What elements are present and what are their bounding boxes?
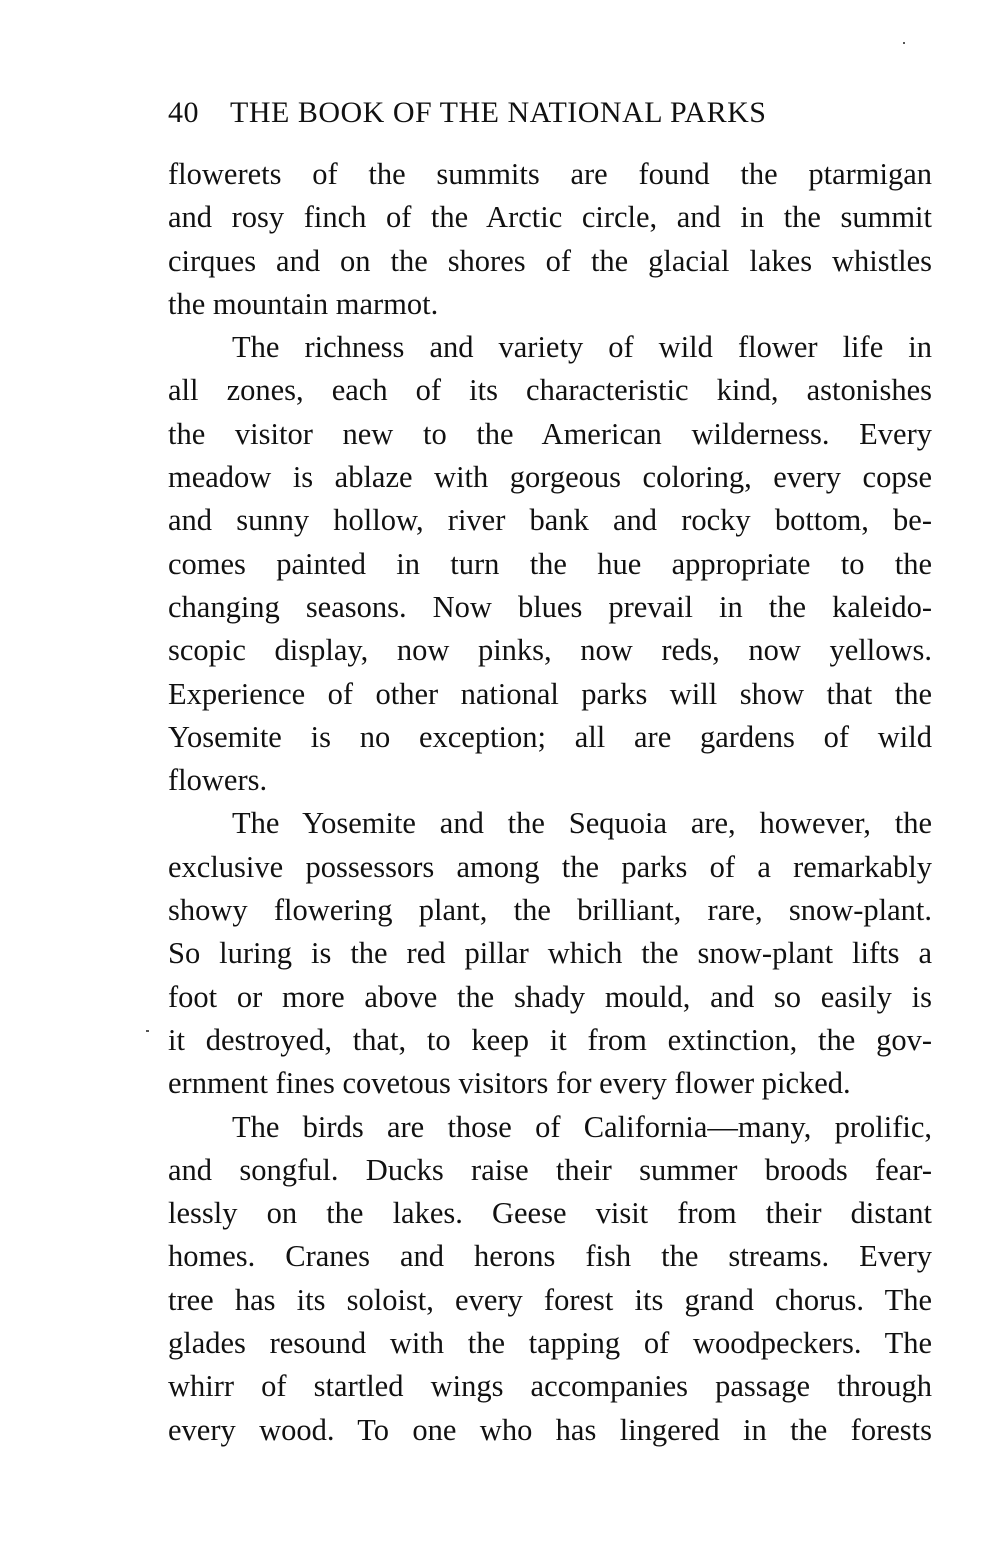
text-line: The birds are those of California—many, prolific, [232, 1109, 932, 1144]
body-text [168, 153, 932, 1452]
text-line: exclusive possessors among the parks of a remarkably [168, 849, 932, 884]
text-line: cirques and on the shores of the glacial lakes whistles [168, 243, 932, 278]
text-line: homes. Cranes and herons fish the streams. Every [168, 1239, 932, 1274]
text-line: Yosemite is no exception; all are gardens of wild [168, 719, 932, 754]
text-line: the visitor new to the American wilderness. Every [168, 416, 932, 451]
text-line: glades resound with the tapping of woodpeckers. The [168, 1326, 932, 1361]
scan-speck [146, 1030, 149, 1032]
paragraph [168, 1106, 932, 1452]
text-line: The richness and variety of wild flower life in [232, 330, 932, 365]
running-header [168, 96, 888, 136]
text-line: lessly on the lakes. Geese visit from their distant [168, 1196, 932, 1231]
text-line: Experience of other national parks will show that the [168, 676, 932, 711]
text-line: So luring is the red pillar which the snow-plant lifts a [168, 936, 932, 971]
text-line: every wood. To one who has lingered in the forests [168, 1412, 932, 1447]
text-line: and rosy finch of the Arctic circle, and in the summit [168, 200, 932, 235]
text-line: scopic display, now pinks, now reds, now yellows. [168, 633, 932, 668]
text-line: showy flowering plant, the brilliant, rare, snow-plant. [168, 893, 932, 928]
text-line: and songful. Ducks raise their summer broods fear- [168, 1152, 932, 1187]
paragraph [168, 153, 932, 326]
running-title: THE BOOK OF THE NATIONAL PARKS [230, 96, 767, 129]
text-line: tree has its soloist, every forest its grand chorus. The [168, 1282, 932, 1317]
text-line: foot or more above the shady mould, and so easily is [168, 979, 932, 1014]
text-line: comes painted in turn the hue appropriate to the [168, 546, 932, 581]
paragraph [168, 802, 932, 1105]
text-line: The Yosemite and the Sequoia are, however, the [232, 806, 932, 841]
page-number: 40 [168, 96, 199, 129]
text-line: flowerets of the summits are found the ptarmigan [168, 157, 932, 191]
text-line: flowers. [168, 763, 268, 798]
text-line: changing seasons. Now blues prevail in the kaleido- [168, 589, 932, 624]
text-line: all zones, each of its characteristic kind, astonishes [168, 373, 932, 408]
text-line: meadow is ablaze with gorgeous coloring, every copse [168, 460, 932, 495]
scan-speck [903, 42, 905, 44]
text-line: whirr of startled wings accompanies passage through [168, 1369, 932, 1404]
paragraph [168, 326, 932, 802]
text-line: and sunny hollow, river bank and rocky bottom, be- [168, 503, 932, 538]
text-line: ernment fines covetous visitors for every flower picked. [168, 1066, 851, 1101]
text-line: it destroyed, that, to keep it from extinction, the gov- [168, 1022, 932, 1057]
text-line: the mountain marmot. [168, 286, 439, 321]
